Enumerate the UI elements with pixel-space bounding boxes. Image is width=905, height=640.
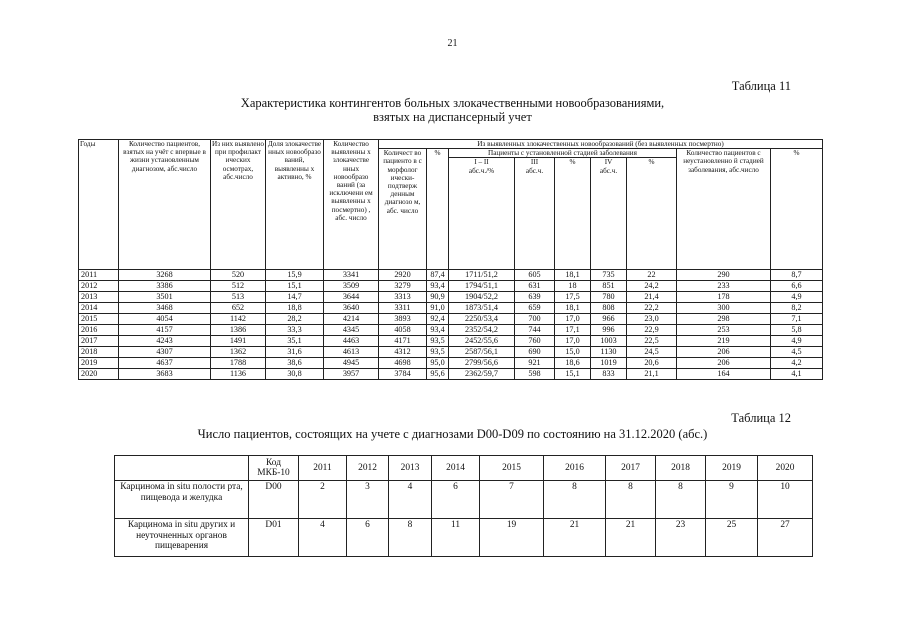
table-cell: 1794/51,1 xyxy=(449,281,515,292)
table-cell: 996 xyxy=(591,325,627,336)
table-cell: 4214 xyxy=(324,314,379,325)
table-cell: 1711/51,2 xyxy=(449,270,515,281)
table-cell: 3640 xyxy=(324,303,379,314)
stage-3-label: III xyxy=(530,158,539,167)
table-cell: 219 xyxy=(677,336,771,347)
table-cell: 8,7 xyxy=(771,270,823,281)
table-row xyxy=(79,281,823,292)
table-cell: 4054 xyxy=(119,314,211,325)
table-row xyxy=(79,336,823,347)
table-header-cell: 2013 xyxy=(389,456,432,481)
table-cell: 93,4 xyxy=(427,281,449,292)
table-cell: 15,1 xyxy=(555,369,591,380)
table-cell: 2011 xyxy=(79,270,119,281)
table-cell: 8,2 xyxy=(771,303,823,314)
table-cell: 20,6 xyxy=(627,358,677,369)
table-cell: 4,9 xyxy=(771,336,823,347)
table-cell: 300 xyxy=(677,303,771,314)
table-cell: 298 xyxy=(677,314,771,325)
header-group: Из выявленных злокачественных новообразований (без выявленных посмертно) xyxy=(379,140,823,149)
table-header-cell: Код МКБ-10 xyxy=(249,456,299,481)
table-cell: 2250/53,4 xyxy=(449,314,515,325)
table-cell: 639 xyxy=(515,292,555,303)
table-cell: 1142 xyxy=(211,314,266,325)
table-cell: 11 xyxy=(432,519,480,557)
header-morph: Количест во пациенто в с морфолог ически-подтверж денным диагнозо м, абс. число xyxy=(379,149,427,270)
table-header-cell: 2012 xyxy=(347,456,389,481)
table-cell: 92,4 xyxy=(427,314,449,325)
header-unknown-pct: % xyxy=(771,149,823,270)
header-stage-1-2 xyxy=(449,158,515,270)
table-cell: 2014 xyxy=(79,303,119,314)
table-header-cell: 2016 xyxy=(544,456,606,481)
table-cell: 4698 xyxy=(379,358,427,369)
table-cell: 18,8 xyxy=(266,303,324,314)
header-stages-group: Пациенты с установленной стадией заболевания xyxy=(449,149,677,158)
table-cell: 4157 xyxy=(119,325,211,336)
table-cell: 206 xyxy=(677,347,771,358)
header-stage-4-pct: % xyxy=(627,158,677,270)
table-cell: D01 xyxy=(249,519,299,557)
table-cell: 38,6 xyxy=(266,358,324,369)
table-cell: 6 xyxy=(432,481,480,519)
table-cell: 1386 xyxy=(211,325,266,336)
table-cell: 164 xyxy=(677,369,771,380)
table-cell: 690 xyxy=(515,347,555,358)
header-count-first: Количество пациентов, взятых на учёт с впервые в жизни установленным диагнозом, абс.число xyxy=(119,140,211,270)
table-cell: 3683 xyxy=(119,369,211,380)
table-cell: 2352/54,2 xyxy=(449,325,515,336)
table-11-title-line2: взятых на диспансерный учет xyxy=(373,110,532,124)
table-cell: 4 xyxy=(299,519,347,557)
table-cell: 8 xyxy=(606,481,656,519)
table-11-title-line1: Характеристика контингентов больных злокачественными новообразованиями, xyxy=(240,96,665,110)
table-cell: 2452/55,6 xyxy=(449,336,515,347)
table-row xyxy=(79,347,823,358)
table-cell: 3468 xyxy=(119,303,211,314)
table-cell: 3311 xyxy=(379,303,427,314)
table-cell: 23 xyxy=(656,519,706,557)
header-stage-4 xyxy=(591,158,627,270)
table-cell: 24,2 xyxy=(627,281,677,292)
table-cell: 4 xyxy=(389,481,432,519)
table-cell: 17,0 xyxy=(555,336,591,347)
table-row xyxy=(79,325,823,336)
header-stage-3 xyxy=(515,158,555,270)
table-cell: 8 xyxy=(389,519,432,557)
table-cell: 93,5 xyxy=(427,336,449,347)
table-row xyxy=(79,292,823,303)
table-cell: 3313 xyxy=(379,292,427,303)
table-cell: 1362 xyxy=(211,347,266,358)
table-cell: 1873/51,4 xyxy=(449,303,515,314)
table-cell: 22 xyxy=(627,270,677,281)
table-cell: 22,2 xyxy=(627,303,677,314)
table-cell: 4613 xyxy=(324,347,379,358)
table-header-cell: 2018 xyxy=(656,456,706,481)
table-cell: 1003 xyxy=(591,336,627,347)
table-cell: 598 xyxy=(515,369,555,380)
table-cell: 6 xyxy=(347,519,389,557)
table-cell: 512 xyxy=(211,281,266,292)
table-cell: D00 xyxy=(249,481,299,519)
table-cell: 6,6 xyxy=(771,281,823,292)
table-cell: 2016 xyxy=(79,325,119,336)
table-cell: 93,5 xyxy=(427,347,449,358)
table-cell: 2013 xyxy=(79,292,119,303)
header-share-active: Доля злокачестве нных новообразо ваний, выявленны х активно, % xyxy=(266,140,324,270)
table-cell: 780 xyxy=(591,292,627,303)
table-12-body xyxy=(115,481,813,557)
table-cell: 1491 xyxy=(211,336,266,347)
table-cell: 735 xyxy=(591,270,627,281)
table-cell: 833 xyxy=(591,369,627,380)
table-cell: 35,1 xyxy=(266,336,324,347)
table-cell: 744 xyxy=(515,325,555,336)
header-stage-3-pct: % xyxy=(555,158,591,270)
table-cell: 3279 xyxy=(379,281,427,292)
table-cell: 659 xyxy=(515,303,555,314)
table-cell: 4,1 xyxy=(771,369,823,380)
table-cell: 2362/59,7 xyxy=(449,369,515,380)
header-count-found: Количество выявленны х злокачестве нных новообразо ваний (за исключени ем выявленны х посмертно) , абс. число xyxy=(324,140,379,270)
table-cell: 4463 xyxy=(324,336,379,347)
table-cell: 17,5 xyxy=(555,292,591,303)
table-header-cell xyxy=(115,456,249,481)
table-cell: 4058 xyxy=(379,325,427,336)
table-cell: 9 xyxy=(706,481,758,519)
table-cell: 966 xyxy=(591,314,627,325)
table-cell: 91,0 xyxy=(427,303,449,314)
table-11-body xyxy=(79,270,823,380)
header-years: Годы xyxy=(79,140,119,270)
table-11-title xyxy=(0,96,905,124)
diagnosis-name-cell: Карцинома in situ полости рта, пищевода и желудка xyxy=(115,481,249,519)
table-cell: 17,0 xyxy=(555,314,591,325)
table-cell: 10 xyxy=(758,481,813,519)
table-cell: 95,0 xyxy=(427,358,449,369)
table-cell: 233 xyxy=(677,281,771,292)
table-12-label: Таблица 12 xyxy=(731,411,791,425)
table-cell: 8 xyxy=(656,481,706,519)
table-cell: 5,8 xyxy=(771,325,823,336)
table-cell: 4345 xyxy=(324,325,379,336)
table-cell: 2020 xyxy=(79,369,119,380)
table-cell: 3268 xyxy=(119,270,211,281)
table-cell: 253 xyxy=(677,325,771,336)
table-cell: 15,0 xyxy=(555,347,591,358)
stage-4-label: IV xyxy=(604,158,613,167)
table-cell: 513 xyxy=(211,292,266,303)
table-cell: 605 xyxy=(515,270,555,281)
table-cell: 18,1 xyxy=(555,303,591,314)
table-header-cell: 2015 xyxy=(480,456,544,481)
header-prophylactic: Из них выявлено при профилакт ических осмотрах, абс.число xyxy=(211,140,266,270)
header-unknown-stage: Количество пациентов с неустановленно й стадией заболевания, абс.число xyxy=(677,149,771,270)
table-cell: 178 xyxy=(677,292,771,303)
table-row xyxy=(115,519,813,557)
table-cell: 24,5 xyxy=(627,347,677,358)
table-cell: 1019 xyxy=(591,358,627,369)
stage-3-unit: абс.ч. xyxy=(525,166,544,175)
stage-4-unit: абс.ч. xyxy=(599,166,618,175)
table-cell: 4,5 xyxy=(771,347,823,358)
table-cell: 25 xyxy=(706,519,758,557)
table-cell: 4243 xyxy=(119,336,211,347)
table-cell: 290 xyxy=(677,270,771,281)
table-cell: 631 xyxy=(515,281,555,292)
table-cell: 851 xyxy=(591,281,627,292)
table-cell: 19 xyxy=(480,519,544,557)
table-cell: 93,4 xyxy=(427,325,449,336)
table-cell: 2 xyxy=(299,481,347,519)
table-header-cell: 2019 xyxy=(706,456,758,481)
table-11-label: Таблица 11 xyxy=(731,79,791,93)
table-cell: 2015 xyxy=(79,314,119,325)
table-cell: 21 xyxy=(606,519,656,557)
table-cell: 3501 xyxy=(119,292,211,303)
table-cell: 520 xyxy=(211,270,266,281)
header-morph-pct: % xyxy=(427,149,449,270)
table-cell: 700 xyxy=(515,314,555,325)
table-cell: 95,6 xyxy=(427,369,449,380)
table-cell: 23,0 xyxy=(627,314,677,325)
stage-1-2-unit: абс.ч./% xyxy=(468,166,495,175)
table-12-header-row xyxy=(115,456,813,481)
table-cell: 18,6 xyxy=(555,358,591,369)
table-cell: 90,9 xyxy=(427,292,449,303)
table-cell: 33,3 xyxy=(266,325,324,336)
table-header-cell: 2014 xyxy=(432,456,480,481)
table-row xyxy=(79,270,823,281)
table-cell: 31,6 xyxy=(266,347,324,358)
table-cell: 1788 xyxy=(211,358,266,369)
table-cell: 22,9 xyxy=(627,325,677,336)
table-cell: 4945 xyxy=(324,358,379,369)
table-cell: 3784 xyxy=(379,369,427,380)
table-cell: 4,2 xyxy=(771,358,823,369)
table-cell: 18,1 xyxy=(555,270,591,281)
table-cell: 8 xyxy=(544,481,606,519)
table-cell: 27 xyxy=(758,519,813,557)
table-cell: 18 xyxy=(555,281,591,292)
table-cell: 3 xyxy=(347,481,389,519)
table-cell: 4312 xyxy=(379,347,427,358)
table-cell: 2017 xyxy=(79,336,119,347)
table-row xyxy=(79,314,823,325)
table-cell: 2920 xyxy=(379,270,427,281)
table-cell: 3644 xyxy=(324,292,379,303)
table-header-cell: 2017 xyxy=(606,456,656,481)
table-cell: 3386 xyxy=(119,281,211,292)
table-12 xyxy=(114,455,813,557)
diagnosis-name-cell: Карцинома in situ других и неуточненных органов пищеварения xyxy=(115,519,249,557)
table-cell: 15,9 xyxy=(266,270,324,281)
table-cell: 22,5 xyxy=(627,336,677,347)
table-11 xyxy=(78,139,823,380)
table-cell: 4637 xyxy=(119,358,211,369)
table-cell: 28,2 xyxy=(266,314,324,325)
table-cell: 3893 xyxy=(379,314,427,325)
table-row xyxy=(115,481,813,519)
table-cell: 921 xyxy=(515,358,555,369)
table-cell: 4171 xyxy=(379,336,427,347)
table-cell: 21,1 xyxy=(627,369,677,380)
table-cell: 206 xyxy=(677,358,771,369)
table-cell: 3341 xyxy=(324,270,379,281)
table-cell: 21 xyxy=(544,519,606,557)
table-cell: 2012 xyxy=(79,281,119,292)
stage-1-2-label: I – II xyxy=(474,158,489,167)
table-cell: 2799/56,6 xyxy=(449,358,515,369)
table-header-cell: 2011 xyxy=(299,456,347,481)
table-cell: 7 xyxy=(480,481,544,519)
table-cell: 7,1 xyxy=(771,314,823,325)
table-cell: 30,8 xyxy=(266,369,324,380)
table-row xyxy=(79,358,823,369)
table-cell: 15,1 xyxy=(266,281,324,292)
table-header-cell: 2020 xyxy=(758,456,813,481)
table-cell: 2018 xyxy=(79,347,119,358)
table-cell: 652 xyxy=(211,303,266,314)
table-cell: 1130 xyxy=(591,347,627,358)
table-cell: 808 xyxy=(591,303,627,314)
table-row xyxy=(79,303,823,314)
table-cell: 3957 xyxy=(324,369,379,380)
table-cell: 1136 xyxy=(211,369,266,380)
table-12-title: Число пациентов, состоящих на учете с диагнозами D00-D09 по состоянию на 31.12.2020 (абс.) xyxy=(197,427,708,441)
table-row xyxy=(79,369,823,380)
table-cell: 87,4 xyxy=(427,270,449,281)
table-cell: 4,9 xyxy=(771,292,823,303)
table-cell: 21,4 xyxy=(627,292,677,303)
table-cell: 3509 xyxy=(324,281,379,292)
table-cell: 14,7 xyxy=(266,292,324,303)
table-cell: 17,1 xyxy=(555,325,591,336)
table-cell: 4307 xyxy=(119,347,211,358)
table-cell: 2587/56,1 xyxy=(449,347,515,358)
page-number: 21 xyxy=(447,38,458,49)
table-cell: 760 xyxy=(515,336,555,347)
table-cell: 2019 xyxy=(79,358,119,369)
table-cell: 1904/52,2 xyxy=(449,292,515,303)
